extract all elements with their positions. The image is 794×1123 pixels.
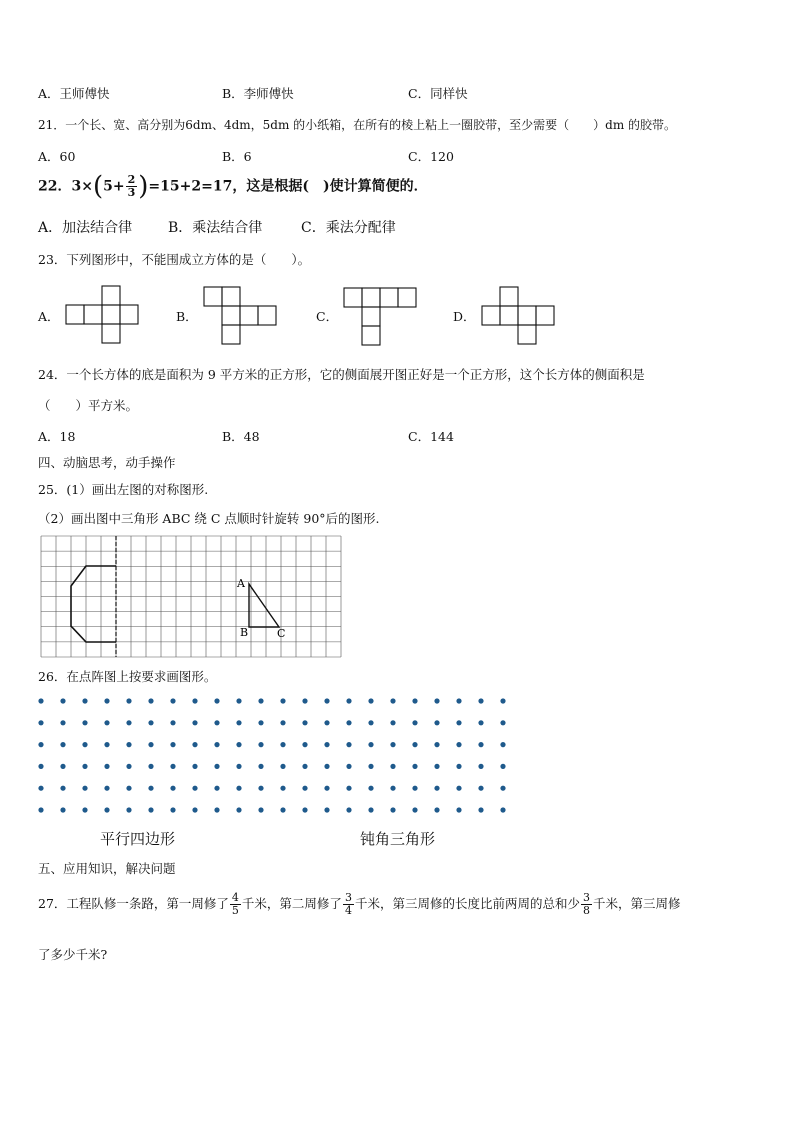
lattice-dot [258, 807, 263, 812]
lattice-dot [390, 720, 395, 725]
q25-text-line2: （2）画出图中三角形 ABC 绕 C 点顺时针旋转 90°后的图形. [38, 511, 380, 526]
lattice-dot [346, 764, 351, 769]
q20-option-a: A．王师傅快 [38, 86, 110, 101]
q24-option-b: B．48 [222, 429, 260, 444]
lattice-dot [280, 698, 285, 703]
lattice-dot [478, 786, 483, 791]
q23-text: 23．下列图形中，不能围成立方体的是（ ）。 [38, 252, 311, 267]
lattice-dot [126, 742, 131, 747]
lattice-dot [368, 764, 373, 769]
lattice-dot [346, 720, 351, 725]
lattice-dot [82, 698, 87, 703]
lattice-dot [236, 742, 241, 747]
q20-option-c: C．同样快 [408, 86, 468, 101]
lattice-dot [148, 807, 153, 812]
lattice-dot [324, 807, 329, 812]
lattice-dot [214, 742, 219, 747]
lattice-dot [280, 786, 285, 791]
lattice-dot [302, 720, 307, 725]
lattice-dot [456, 786, 461, 791]
lattice-dot [324, 698, 329, 703]
lattice-dot [170, 720, 175, 725]
q22-option-a: A．加法结合律 [38, 220, 133, 236]
lattice-dot [258, 764, 263, 769]
q26-label-parallelogram: 平行四边形 [100, 830, 176, 848]
q26-text: 26．在点阵图上按要求画图形。 [38, 669, 217, 684]
lattice-dot [478, 698, 483, 703]
q21-text: 21．一个长、宽、高分别为6dm、4dm，5dm 的小纸箱，在所有的棱上粘上一圈胶带，至少需要（ ）dm 的胶带。 [38, 118, 677, 132]
lattice-dot [236, 786, 241, 791]
lattice-dot [324, 720, 329, 725]
lattice-dot [60, 764, 65, 769]
lattice-dot [500, 720, 505, 725]
lattice-dot [214, 786, 219, 791]
lattice-dot [104, 764, 109, 769]
lattice-dot [192, 807, 197, 812]
lattice-dot [280, 742, 285, 747]
lattice-dot [38, 720, 43, 725]
q23-label-b: B． [176, 309, 198, 324]
lattice-dot [214, 698, 219, 703]
q22-option-b: B．乘法结合律 [168, 220, 263, 236]
lattice-dot [214, 807, 219, 812]
q27-fraction-2: $\frac{3}{4}$ [344, 891, 352, 917]
lattice-dot [60, 786, 65, 791]
label-b: B [240, 626, 249, 639]
lattice-dot [500, 742, 505, 747]
lattice-dot [302, 698, 307, 703]
lattice-dot [170, 698, 175, 703]
lattice-dot [38, 764, 43, 769]
lattice-dot [500, 807, 505, 812]
lattice-dot [104, 786, 109, 791]
q24-text: 24．一个长方体的底是面积为 9 平方米的正方形，它的侧面展开图正好是一个正方形，这个长方体的侧面积是 [38, 367, 645, 382]
lattice-dot [258, 742, 263, 747]
q21-option-c: C．120 [408, 149, 454, 164]
lattice-dot [192, 698, 197, 703]
lattice-dot [60, 698, 65, 703]
lattice-dot [104, 742, 109, 747]
lattice-dot [478, 742, 483, 747]
lattice-dot [434, 720, 439, 725]
q24-option-c: C．144 [408, 429, 454, 444]
lattice-dot [456, 720, 461, 725]
lattice-dot [38, 742, 43, 747]
lattice-dot [324, 742, 329, 747]
lattice-dot [126, 720, 131, 725]
label-c: C [277, 627, 286, 640]
lattice-dot [412, 764, 417, 769]
lattice-dot [412, 786, 417, 791]
lattice-dot [170, 764, 175, 769]
lattice-dot [302, 786, 307, 791]
lattice-dot [82, 807, 87, 812]
lattice-dot [60, 807, 65, 812]
q27-fraction-1: $\frac{4}{5}$ [231, 891, 239, 917]
q24-option-a: A．18 [38, 429, 76, 444]
q24-text-line2: （ ）平方米。 [38, 398, 139, 413]
lattice-dot [434, 764, 439, 769]
lattice-dot [104, 698, 109, 703]
q27-text: 27．工程队修一条路，第一周修了 $\frac{4}{5}$ 千米，第二周修了 $\frac{3}{4}$ 千米，第三周修的长度比前两周的总和少 $\frac{3}{8}$ 千米，第三周修 [38, 891, 681, 917]
lattice-dot [280, 720, 285, 725]
q22-text: 22．3×(5+ $\frac{2}{3}$ )=15+2=17，这是根据( )使计算简便的． [38, 171, 428, 202]
lattice-dot [258, 720, 263, 725]
lattice-dot [434, 807, 439, 812]
lattice-dot [280, 764, 285, 769]
lattice-dot [126, 764, 131, 769]
lattice-dot [170, 786, 175, 791]
lattice-dot [82, 742, 87, 747]
lattice-dot [258, 698, 263, 703]
lattice-dot [478, 720, 483, 725]
lattice-dot [148, 698, 153, 703]
q22-fraction: $\frac{2}{3}$ [127, 173, 136, 199]
lattice-dot [368, 807, 373, 812]
lattice-dot [346, 807, 351, 812]
lattice-dot [236, 807, 241, 812]
lattice-dot [390, 742, 395, 747]
lattice-dot [104, 720, 109, 725]
lattice-dot [434, 742, 439, 747]
lattice-dot [412, 720, 417, 725]
lattice-dot [236, 764, 241, 769]
lattice-dot [434, 786, 439, 791]
lattice-dot [346, 786, 351, 791]
q23-label-d: D． [453, 309, 476, 324]
lattice-dot [170, 807, 175, 812]
lattice-dot [390, 698, 395, 703]
lattice-dot [192, 720, 197, 725]
lattice-dot [192, 786, 197, 791]
lattice-dot [214, 720, 219, 725]
q21-option-a: A．60 [38, 149, 76, 164]
lattice-dot [82, 764, 87, 769]
lattice-dot [368, 742, 373, 747]
q22-option-c: C．乘法分配律 [301, 220, 396, 236]
lattice-dot [412, 742, 417, 747]
lattice-dot [126, 807, 131, 812]
lattice-dot [390, 786, 395, 791]
lattice-dot [500, 786, 505, 791]
lattice-dot [368, 786, 373, 791]
lattice-dot [346, 698, 351, 703]
lattice-dot [236, 720, 241, 725]
lattice-dot [126, 698, 131, 703]
section-5-title: 五、应用知识，解决问题 [38, 861, 176, 876]
lattice-dot [434, 698, 439, 703]
lattice-dot [368, 720, 373, 725]
lattice-dot [148, 742, 153, 747]
lattice-dot [500, 764, 505, 769]
lattice-dot [60, 720, 65, 725]
lattice-dot [82, 720, 87, 725]
lattice-dot [302, 764, 307, 769]
lattice-dot [324, 786, 329, 791]
lattice-dot [478, 764, 483, 769]
lattice-dot [412, 698, 417, 703]
q21-option-b: B．6 [222, 149, 252, 164]
lattice-dot [60, 742, 65, 747]
lattice-dot [324, 764, 329, 769]
lattice-dot [148, 720, 153, 725]
lattice-dot [346, 742, 351, 747]
q23-label-a: A． [38, 309, 60, 324]
lattice-dot [38, 698, 43, 703]
lattice-dot [148, 764, 153, 769]
q25-text: 25．(1）画出左图的对称图形. [38, 482, 209, 497]
lattice-dot [148, 786, 153, 791]
lattice-dot [82, 786, 87, 791]
lattice-dot [214, 764, 219, 769]
lattice-dot [258, 786, 263, 791]
lattice-dot [126, 786, 131, 791]
lattice-dot [192, 742, 197, 747]
lattice-dot [500, 698, 505, 703]
q23-label-c: C． [316, 309, 339, 324]
lattice-dot [302, 742, 307, 747]
lattice-dot [368, 698, 373, 703]
label-a: A [237, 577, 245, 590]
q20-option-b: B．李师傅快 [222, 86, 294, 101]
lattice-dot [104, 807, 109, 812]
section-4-title: 四、动脑思考，动手操作 [38, 455, 176, 470]
lattice-dot [456, 764, 461, 769]
lattice-dot [390, 807, 395, 812]
lattice-dot [280, 807, 285, 812]
lattice-dot [170, 742, 175, 747]
lattice-dot [302, 807, 307, 812]
q26-label-obtuse-triangle: 钝角三角形 [360, 830, 436, 848]
lattice-dot [456, 807, 461, 812]
q27-text-line2: 了多少千米? [38, 947, 108, 962]
q27-fraction-3: $\frac{3}{8}$ [582, 891, 590, 917]
lattice-dot [478, 807, 483, 812]
lattice-dot [390, 764, 395, 769]
lattice-dot [38, 807, 43, 812]
lattice-dot [456, 698, 461, 703]
lattice-dot [236, 698, 241, 703]
lattice-dot [38, 786, 43, 791]
lattice-dot [456, 742, 461, 747]
lattice-dot [192, 764, 197, 769]
lattice-dot [412, 807, 417, 812]
